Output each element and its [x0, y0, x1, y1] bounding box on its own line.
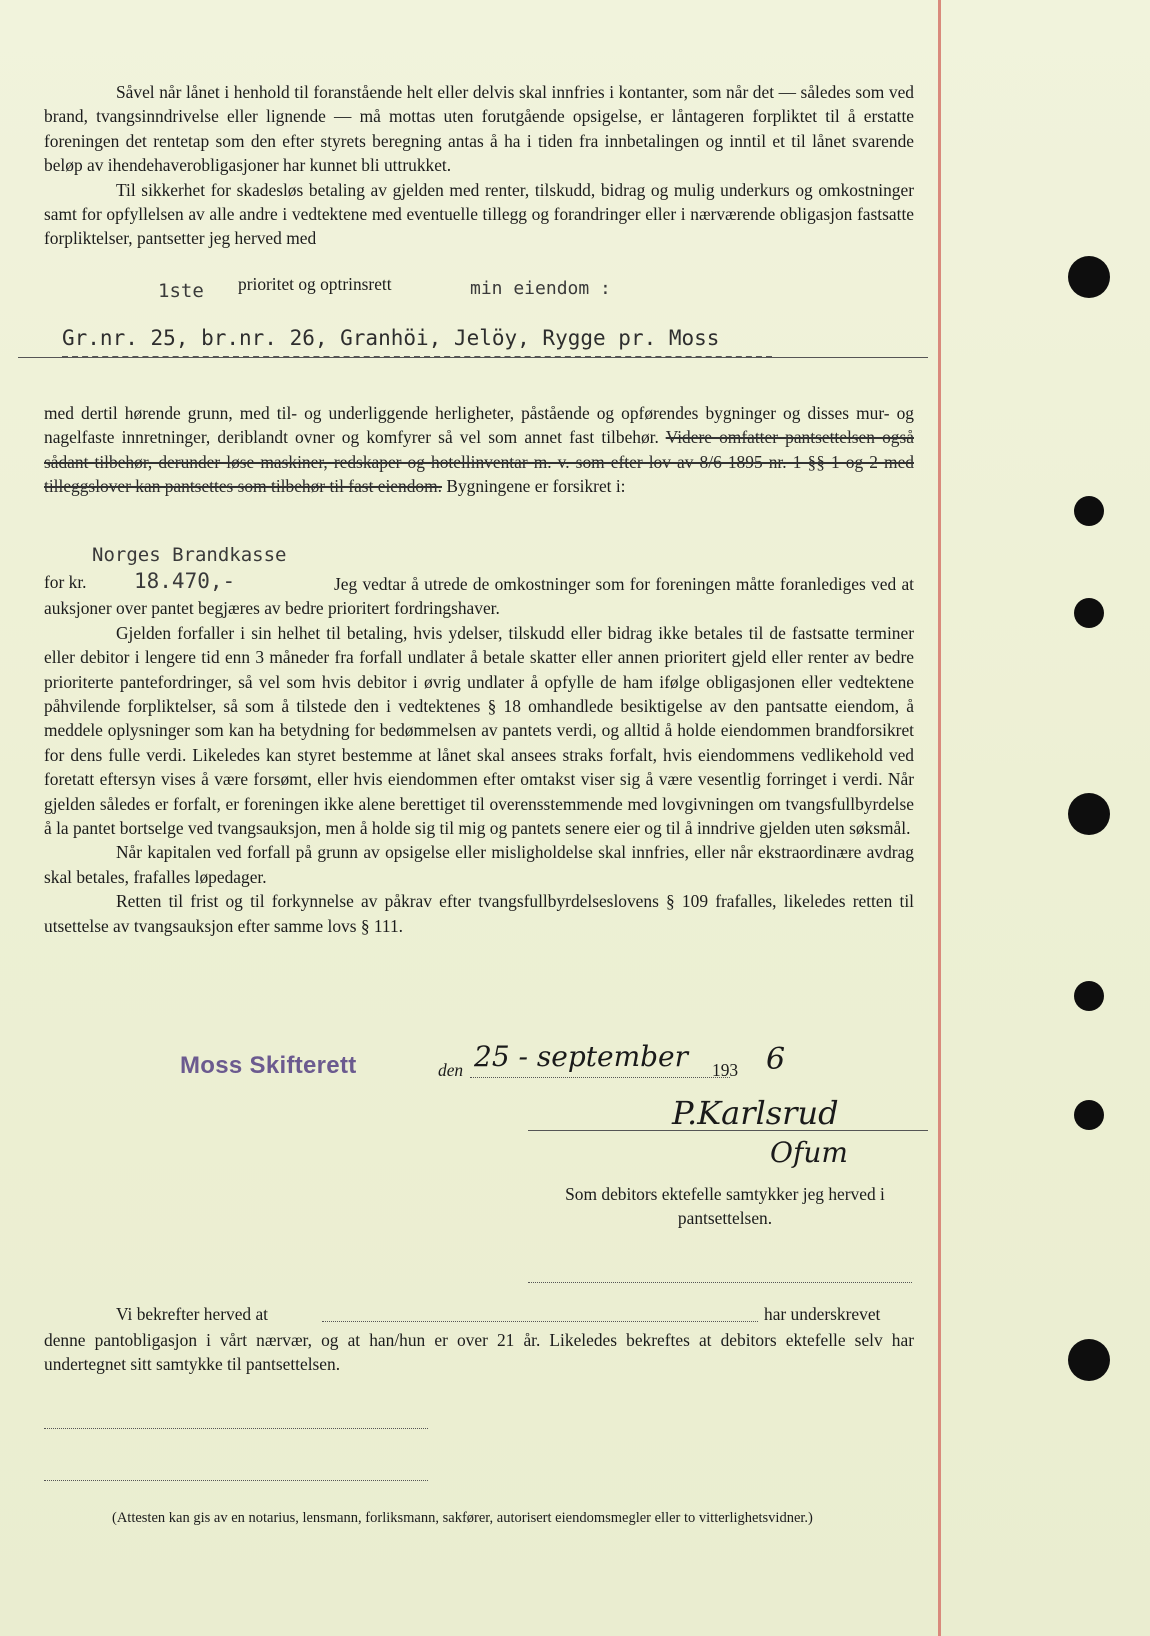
priority-label: prioritet og optrinsrett [238, 274, 392, 294]
binder-hole [1068, 256, 1110, 298]
court-stamp: Moss Skifterett [180, 1052, 357, 1079]
debtor-signature: P.Karlsrud [672, 1094, 839, 1132]
date-line [470, 1077, 730, 1078]
binder-hole [1074, 1100, 1104, 1130]
handwritten-year: 6 [766, 1042, 786, 1077]
handwritten-date: 25 - september [474, 1040, 689, 1073]
spouse-consent: Som debitors ektefelle samtykker jeg herved i pantsettelsen. [565, 1184, 885, 1229]
second-signature: Ofum [770, 1136, 848, 1169]
den-label: den [438, 1060, 464, 1080]
witness-signed: har underskrevet [764, 1304, 881, 1324]
binder-hole [1074, 496, 1104, 526]
year-prefix: 193 [712, 1060, 739, 1080]
binder-hole [1068, 793, 1110, 835]
witness-signature-line-1[interactable] [44, 1428, 428, 1429]
binder-hole [1074, 598, 1104, 628]
eiendom-typed: min eiendom : [470, 278, 611, 299]
witness-signature-line-2[interactable] [44, 1480, 428, 1481]
signature-line [528, 1130, 928, 1131]
spouse-signature-line[interactable] [528, 1282, 912, 1283]
paragraph-default: Gjelden forfaller i sin helhet til betaling, hvis ydelser, tilskudd eller bidrag ikke betales til de fastsatte terminer eller debitor i lengere tid enn 3 måneder fra forfall undlater å betale skatter eller annen prioritert gjeld eller renter av bedre prioriterte pantefordringer, så vel som hvis debitor i øvrig undlater å opfylle de ham ifølge obligasjonen eller vedtektene påhvilende forpliktelser, så som å tilstede den i vedtektenes § 18 omhandlede besiktigelse av den pantsatte eiendom, å meddele oplysninger som kan ha betydning for bedømmelsen av pantets verdi, og alltid å holde eiendommen brandforsikret for dens fulle verdi. Likeledes kan styret bestemme at lånet skal ansees straks forfalt, hvis eiendommens vedlikehold ved foretatt eftersyn vises å være forsømt, eller hvis eiendommen efter omtakst viser sig å være vesentlig forringet i verdi. Når gjelden således er forfalt, er foreningen ikke alene berettiget til overensstemmende med lovgivningen om tvangsfullbyrdelse å la pantet bortselge ved tvangsauksjon, men å holde sig til mig og pantets senere eier og til å inndrive gjelden uten søksmål. [44, 622, 914, 839]
witness-paragraph: denne pantobligasjon i vårt nærvær, og at han/hun er over 21 år. Likeledes bekreftes at debitors ektefelle selv har undertegnet sitt samtykke til pantsettelsen. [44, 1330, 914, 1375]
fixtures-paragraph [44, 401, 914, 499]
insurer-typed: Norges Brandkasse [92, 544, 287, 566]
paragraph-capital: Når kapitalen ved forfall på grunn av opsigelse eller misligholdelse skal innfries, eller når ekstraordinære avdrag skal betales, frafalles løpedager. [44, 842, 914, 887]
for-kr-label: for kr. [44, 572, 87, 592]
paragraph-early-repayment: Såvel når lånet i henhold til foranstående helt eller delvis skal innfries i kontanter, som når det — således som ved brand, tvangsinndrivelse eller lignende — må mottas uten forutgående opsigelse, er låntageren forpliktet til å erstatte foreningen det rentetap som den efter styrets beregning antas å ha i tiden fra innbetalingen og inntil et til lånet svarende beløp av ihendehaverobligasjoner har kunnet bli uttrukket. [44, 82, 914, 176]
witness-name-line[interactable] [322, 1321, 758, 1322]
witness-intro: Vi bekrefter herved at [116, 1304, 269, 1324]
footnote: (Attesten kan gis av en notarius, lensmann, forliksmann, sakfører, autorisert eiendomsmegler eller to vitterlighetsvidner.) [112, 1510, 813, 1526]
binder-hole [1074, 981, 1104, 1011]
red-margin-line [938, 0, 941, 1636]
main-paragraphs [44, 572, 914, 938]
priority-typed: 1ste [158, 280, 204, 302]
binder-hole [1068, 1339, 1110, 1381]
paragraph-costs: Jeg vedtar å utrede de omkostninger som for foreningen måtte foranlediges ved at auksjoner over pantet begjæres av bedre prioritert fordringshaver. [44, 574, 914, 619]
property-description: Gr.nr. 25, br.nr. 26, Granhöi, Jelöy, Rygge pr. Moss [62, 326, 720, 350]
paragraph-rights: Retten til frist og til forkynnelse av påkrav efter tvangsfullbyrdelseslovens § 109 frafalles, likeledes retten til utsettelse av tvangsauksjon efter samme lovs § 111. [44, 891, 914, 936]
insured-at-text: Bygningene er forsikret i: [446, 476, 626, 497]
amount-typed: 18.470,- [134, 569, 236, 593]
fixtures-text: med dertil hørende grunn, med til- og underliggende herligheter, påstående og opførendes bygninger og disses mur- og nagelfaste innretninger, deriblandt ovner og komfyrer så vel som annet fast tilbehør. [44, 403, 914, 448]
opening-paragraphs [44, 80, 914, 251]
struck-fixtures-text: Videre omfatter pantsettelsen også sådant tilbehør, derunder løse maskiner, redskaper og hotellinventar m. v. som efter lov av 8/6 1895 nr. 1 §§ 1 og 2 med tilleggslover kan pantsettes som tilbehør til fast eiendom. [44, 427, 914, 497]
property-typed-dash [62, 356, 772, 358]
paragraph-security: Til sikkerhet for skadesløs betaling av gjelden med renter, tilskudd, bidrag og mulig underkurs og omkostninger samt for opfyllelsen av alle andre i vedtektene med eventuelle tillegg og forandringer eller i nærværende obligasjon fastsatte forpliktelser, pantsetter jeg herved med [44, 179, 914, 249]
